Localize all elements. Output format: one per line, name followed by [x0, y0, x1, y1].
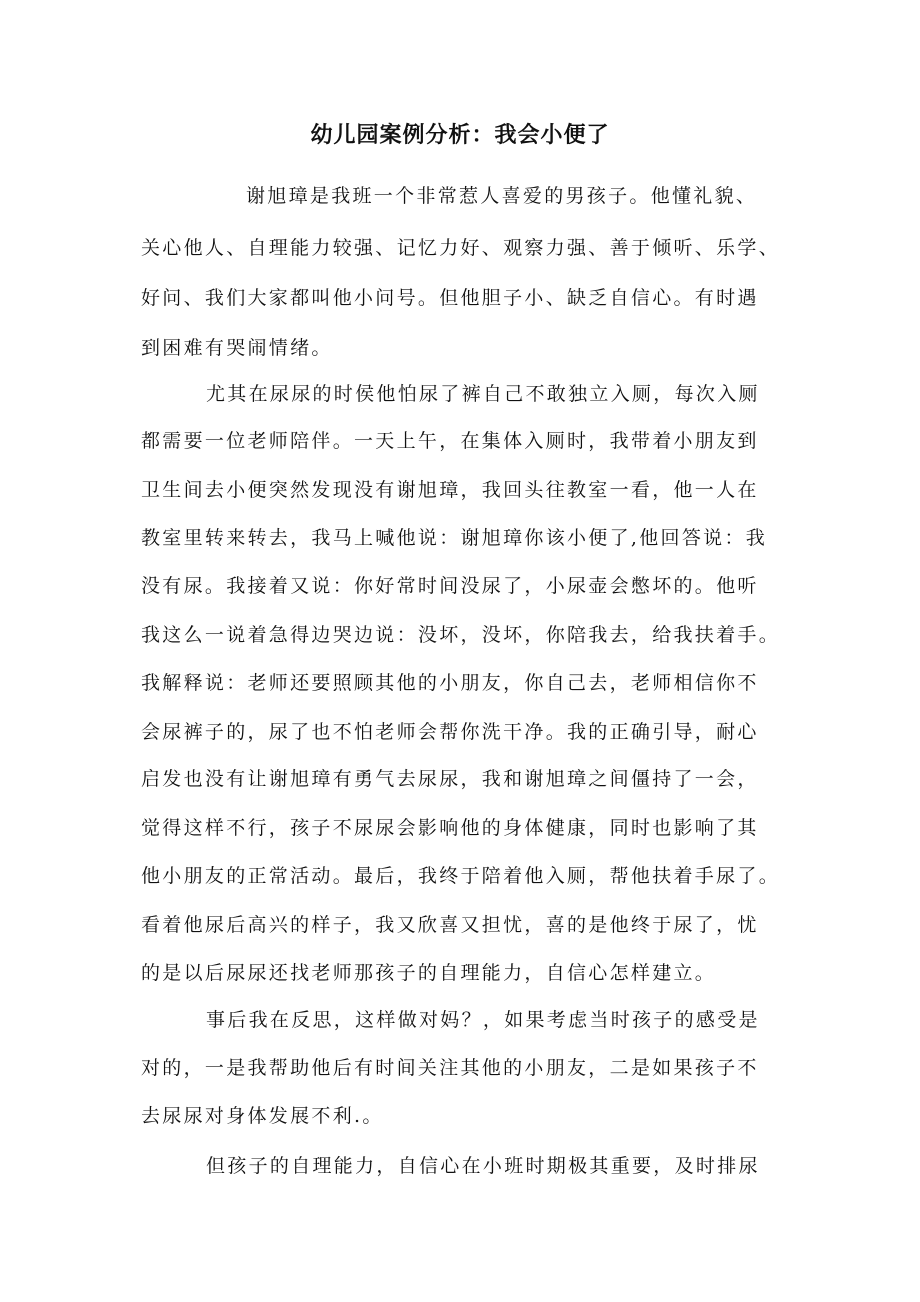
paragraph-2-line-13: 的是以后尿尿还找老师那孩子的自理能力，自信心怎样建立。: [141, 962, 717, 984]
paragraph-1-line-1: 谢旭璋是我班一个非常惹人喜爱的男孩子。他懂礼貌、: [246, 185, 758, 207]
paragraph-1-line-4: 到困难有哭闹情绪。: [141, 337, 333, 359]
paragraph-2-line-7: 我解释说：老师还要照顾其他的小朋友，你自己去，老师相信你不: [141, 672, 759, 694]
paragraph-2-line-2: 都需要一位老师陪伴。一天上午，在集体入厕时，我带着小朋友到: [141, 430, 759, 452]
paragraph-2-line-9: 启发也没有让谢旭璋有勇气去尿尿，我和谢旭璋之间僵持了一会，: [141, 768, 759, 790]
paragraph-2-line-5: 没有尿。我接着又说：你好常时间没尿了，小尿壶会憋坏的。他听: [141, 575, 759, 597]
paragraph-3-line-1: 事后我在反思，这样做对妈？，如果考虑当时孩子的感受是: [206, 1009, 760, 1031]
paragraph-1-line-3: 好问、我们大家都叫他小问号。但他胆子小、缺乏自信心。有时遇: [141, 287, 759, 309]
paragraph-2-line-6: 我这么一说着急得边哭边说：没坏，没坏，你陪我去，给我扶着手。: [141, 624, 781, 646]
paragraph-1-line-2: 关心他人、自理能力较强、记忆力好、观察力强、善于倾听、乐学、: [141, 237, 781, 259]
paragraph-2-line-8: 会尿裤子的，尿了也不怕老师会帮你洗干净。我的正确引导，耐心: [141, 721, 759, 743]
paragraph-3-line-2: 对的，一是我帮助他后有时间关注其他的小朋友，二是如果孩子不: [141, 1057, 759, 1079]
paragraph-2-line-12: 看着他尿后高兴的样子，我又欣喜又担忧，喜的是他终于尿了，忧: [141, 914, 759, 936]
paragraph-3-line-3: 去尿尿对身体发展不利.。: [141, 1105, 384, 1127]
document-title: 幼儿园案例分析：我会小便了: [310, 123, 610, 148]
paragraph-2-line-3: 卫生间去小便突然发现没有谢旭璋，我回头往教室一看，他一人在: [141, 479, 759, 501]
paragraph-2-line-11: 他小朋友的正常活动。最后，我终于陪着他入厕，帮他扶着手尿了。: [141, 865, 781, 887]
paragraph-2-line-10: 觉得这样不行，孩子不尿尿会影响他的身体健康，同时也影响了其: [141, 817, 759, 839]
paragraph-2-line-4: 教室里转来转去，我马上喊他说：谢旭璋你该小便了,他回答说：我: [141, 527, 768, 549]
paragraph-4-line-1: 但孩子的自理能力，自信心在小班时期极其重要，及时排尿: [206, 1155, 760, 1177]
paragraph-2-line-1: 尤其在尿尿的时侯他怕尿了裤自己不敢独立入厕，每次入厕: [206, 383, 760, 405]
